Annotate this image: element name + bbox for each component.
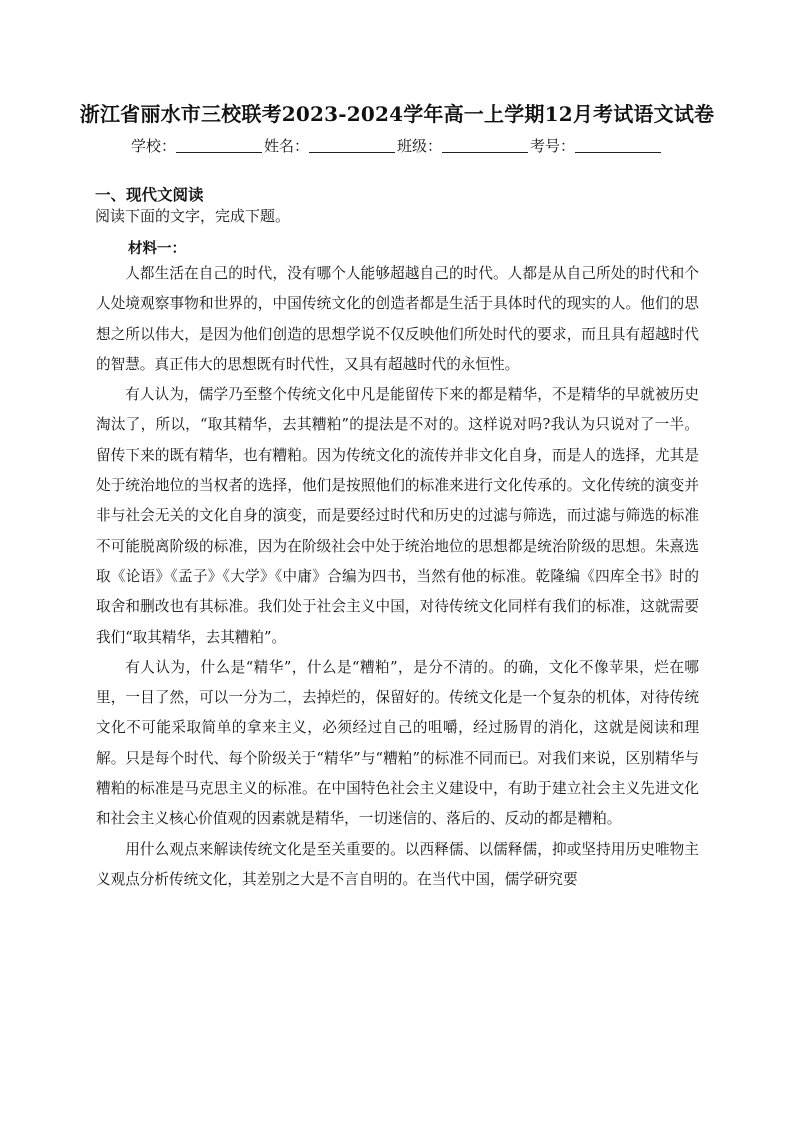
name-label: 姓名：	[263, 137, 309, 155]
school-label: 学校：	[130, 137, 176, 155]
student-info-line	[0, 135, 794, 156]
name-blank[interactable]	[309, 138, 395, 153]
paragraph: 有人认为，什么是“精华”，什么是“糟粕”，是分不清的。的确，文化不像苹果，烂在哪里，一目了然，可以一分为二，去掉烂的，保留好的。传统文化是一个复杂的机体，对待传统文化不可能采取简单的拿来主义，必须经过自己的咀嚼，经过肠胃的消化，这就是阅读和理解。只是每个时代、每个阶级关于“精华”与“糟粕”的标准不同而已。对我们来说，区别精华与糟粕的标准是马克思主义的标准。在中国特色社会主义建设中，有助于建立社会主义先进文化和社会主义核心价值观的因素就是精华，一切迷信的、落后的、反动的都是糟粕。	[96, 658, 699, 828]
class-label: 班级：	[397, 137, 443, 155]
passage-body	[96, 259, 699, 895]
exam-title: 浙江省丽水市三校联考2023-2024学年高一上学期12月考试语文试卷	[79, 102, 715, 126]
material-label: 材料一：	[128, 240, 186, 257]
paragraph: 有人认为，儒学乃至整个传统文化中凡是能留传下来的都是精华，不是精华的早就被历史淘汰了，所以，“取其精华，去其糟粕”的提法是不对的。这样说对吗?我认为只说对了一半。留传下来的既有精华，也有糟粕。因为传统文化的流传并非文化自身，而是人的选择，尤其是处于统治地位的当权者的选择，他们是按照他们的标准来进行文化传承的。文化传统的演变并非与社会无关的文化自身的演变，而是要经过时代和历史的过滤与筛选，而过滤与筛选的标准不可能脱离阶级的标准，因为在阶级社会中处于统治地位的思想都是统治阶级的思想。朱熹选取《论语》《孟子》《大学》《中庸》合编为四书，当然有他的标准。乾隆编《四库全书》时的取舍和删改也有其标准。我们处于社会主义中国，对待传统文化同样有我们的标准，这就需要我们“取其精华，去其糟粕”。	[96, 386, 699, 646]
number-label: 考号：	[530, 137, 576, 155]
school-blank[interactable]	[176, 138, 262, 153]
paragraph: 人都生活在自己的时代，没有哪个人能够超越自己的时代。人都是从自己所处的时代和个人处境观察事物和世界的，中国传统文化的创造者都是生活于具体时代的现实的人。他们的思想之所以伟大，是因为他们创造的思想学说不仅反映他们所处时代的要求，而且具有超越时代的智慧。真正伟大的思想既有时代性，又具有超越时代的永恒性。	[96, 265, 699, 373]
class-blank[interactable]	[442, 138, 528, 153]
paragraph: 用什么观点来解读传统文化是至关重要的。以西释儒、以儒释儒，抑或坚持用历史唯物主义观点分析传统文化，其差别之大是不言自明的。在当代中国，儒学研究要	[96, 840, 699, 888]
instruction-text: 阅读下面的文字，完成下题。	[95, 207, 291, 225]
number-blank[interactable]	[575, 138, 661, 153]
section-heading: 一、现代文阅读	[95, 186, 204, 204]
